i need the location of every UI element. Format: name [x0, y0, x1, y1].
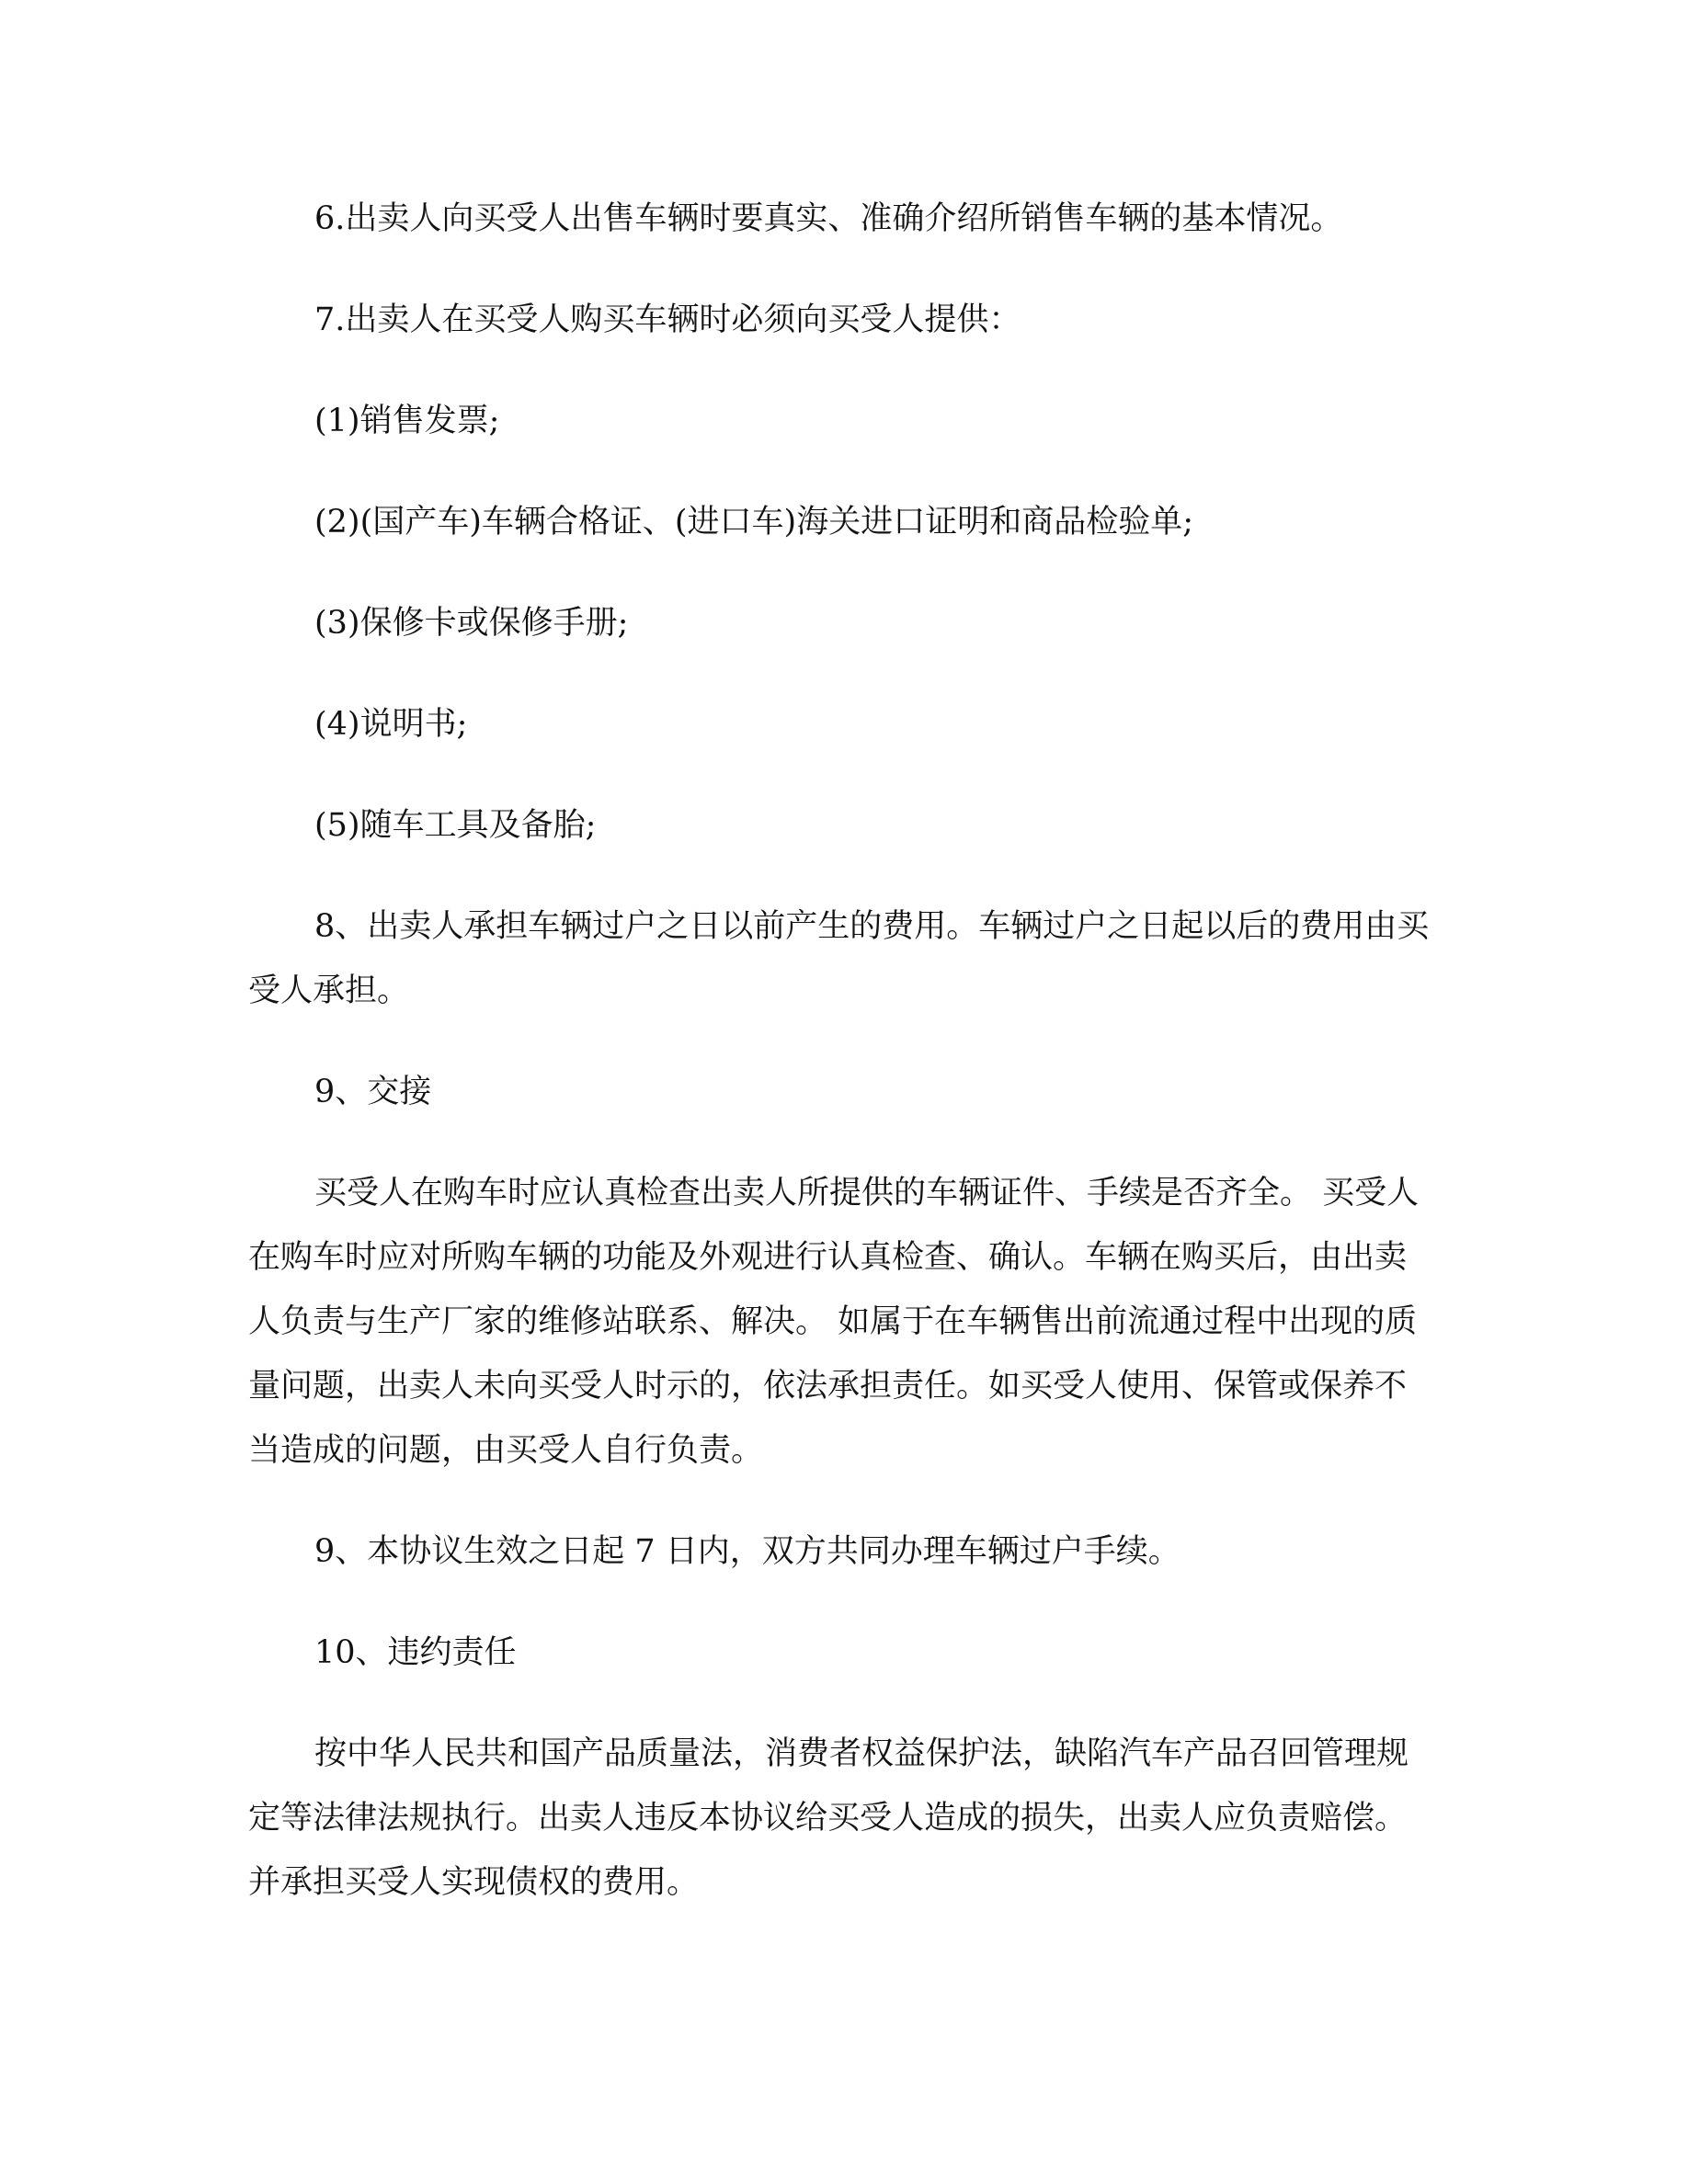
- paragraph-clause-7: 7.出卖人在买受人购买车辆时必须向买受人提供：: [314, 301, 1021, 338]
- list-item-tools-spare-tire: (5)随车工具及备胎;: [314, 807, 597, 844]
- paragraph-handover-body: 买受人在购车时应认真检查出卖人所提供的车辆证件、手续是否齐全。 买受人在购车时应对所购车辆的功能及外观进行认真检查、确认。车辆在购买后，由出卖人负责与生产厂家的维修站联系、解决。 如属于在车辆售出前流通过程中出现的质量问题，出卖人未向买受人时示的，依法承担责任。如买受人使用、保管或保养不当造成的问题，由买受人自行负责。: [248, 1175, 1420, 1469]
- list-item-warranty-card: (3)保修卡或保修手册;: [314, 605, 629, 642]
- paragraph-clause-8: 8、出卖人承担车辆过户之日以前产生的费用。车辆过户之日起以后的费用由买受人承担。: [248, 908, 1430, 1009]
- paragraph-clause-6: 6.出卖人向买受人出售车辆时要真实、准确介绍所销售车辆的基本情况。: [314, 200, 1343, 237]
- paragraph-breach-liability-body: 按中华人民共和国产品质量法，消费者权益保护法，缺陷汽车产品召回管理规定等法律法规执行。出卖人违反本协议给买受人造成的损失，出卖人应负责赔偿。并承担买受人实现债权的费用。: [248, 1735, 1409, 1901]
- heading-breach-liability: 10、违约责任: [314, 1634, 517, 1671]
- list-item-vehicle-certificate: (2)(国产车)车辆合格证、(进口车)海关进口证明和商品检验单;: [314, 504, 1193, 540]
- list-item-manual: (4)说明书;: [314, 706, 468, 743]
- heading-handover: 9、交接: [314, 1074, 432, 1110]
- paragraph-transfer-deadline: 9、本协议生效之日起 7 日内，双方共同办理车辆过户手续。: [314, 1533, 1180, 1570]
- list-item-sales-invoice: (1)销售发票;: [314, 403, 500, 439]
